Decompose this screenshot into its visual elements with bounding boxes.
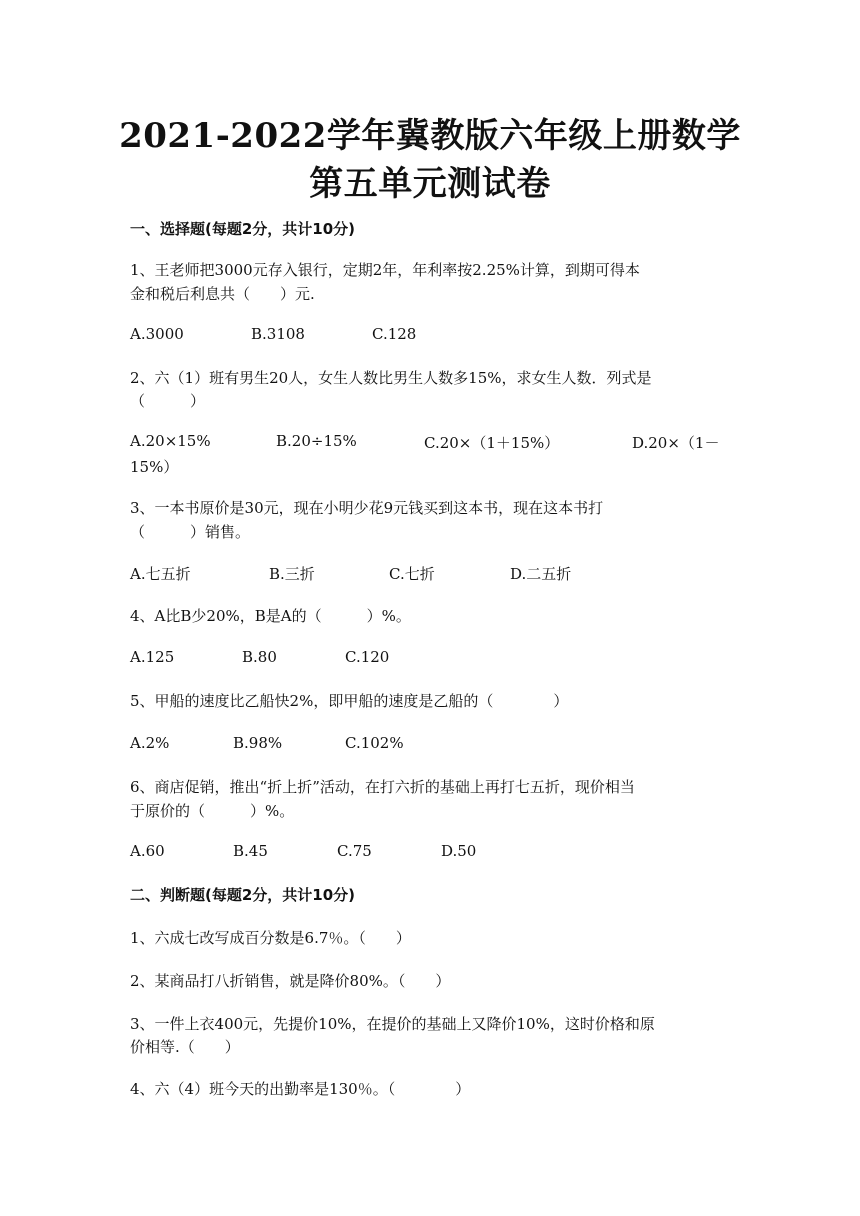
question-2-line2: （ ） — [130, 392, 206, 410]
judgement-2: 2、某商品打八折销售，就是降价80%。（ ） — [130, 972, 451, 990]
question-2-line1: 2、六（1）班有男生20人，女生人数比男生人数多15%，求女生人数．列式是 — [130, 369, 652, 387]
question-3-option-a: A.七五折 — [130, 565, 191, 583]
section-choice-heading: 一、选择题(每题2分，共计10分) — [130, 220, 356, 238]
section-judgement-heading: 二、判断题(每题2分，共计10分) — [130, 886, 356, 904]
question-1-line2: 金和税后利息共（ ）元. — [130, 285, 315, 303]
page-title-line1: 2021-2022学年冀教版六年级上册数学 — [119, 116, 741, 156]
question-6-line1: 6、商店促销，推出“折上折”活动，在打六折的基础上再打七五折，现价相当 — [130, 778, 635, 796]
question-6-option-d: D.50 — [441, 842, 477, 860]
question-1-option-c: C.128 — [372, 325, 417, 343]
question-2-option-d-wrap: 15%） — [130, 458, 179, 476]
judgement-3-line1: 3、一件上衣400元，先提价10%，在提价的基础上又降价10%，这时价格和原 — [130, 1015, 655, 1033]
question-3-option-c: C.七折 — [389, 565, 435, 583]
question-2-option-a: A.20×15% — [130, 432, 211, 450]
question-5-option-b: B.98% — [233, 734, 283, 752]
question-1-option-a: A.3000 — [130, 325, 184, 343]
question-5-option-c: C.102% — [345, 734, 404, 752]
question-3-option-d: D.二五折 — [510, 565, 572, 583]
question-6-line2: 于原价的（ ）%。 — [130, 802, 295, 820]
question-6-option-c: C.75 — [337, 842, 372, 860]
question-6-option-a: A.60 — [130, 842, 165, 860]
question-4-option-c: C.120 — [345, 648, 390, 666]
judgement-4: 4、六（4）班今天的出勤率是130％。（ ） — [130, 1080, 471, 1098]
question-4-option-a: A.125 — [130, 648, 175, 666]
question-5-line1: 5、甲船的速度比乙船快2%，即甲船的速度是乙船的（ ） — [130, 692, 569, 710]
question-2-option-c: C.20×（1＋15%） — [424, 434, 560, 452]
question-4-option-b: B.80 — [242, 648, 277, 666]
question-3-line1: 3、一本书原价是30元，现在小明少花9元钱买到这本书，现在这本书打 — [130, 499, 604, 517]
question-6-option-b: B.45 — [233, 842, 268, 860]
judgement-3-line2: 价相等.（ ） — [130, 1038, 240, 1056]
question-3-line2: （ ）销售。 — [130, 523, 251, 541]
question-1-line1: 1、王老师把3000元存入银行，定期2年，年利率按2.25%计算，到期可得本 — [130, 261, 640, 279]
question-4-line1: 4、A比B少20%，B是A的（ ）%。 — [130, 607, 411, 625]
judgement-1: 1、六成七改写成百分数是6.7％。（ ） — [130, 929, 411, 947]
question-5-option-a: A.2% — [130, 734, 170, 752]
question-2-option-b: B.20÷15% — [276, 432, 357, 450]
question-3-option-b: B.三折 — [269, 565, 315, 583]
page-title-line2: 第五单元测试卷 — [309, 164, 551, 204]
question-1-option-b: B.3108 — [251, 325, 305, 343]
question-2-option-d: D.20×（1－ — [632, 434, 720, 452]
